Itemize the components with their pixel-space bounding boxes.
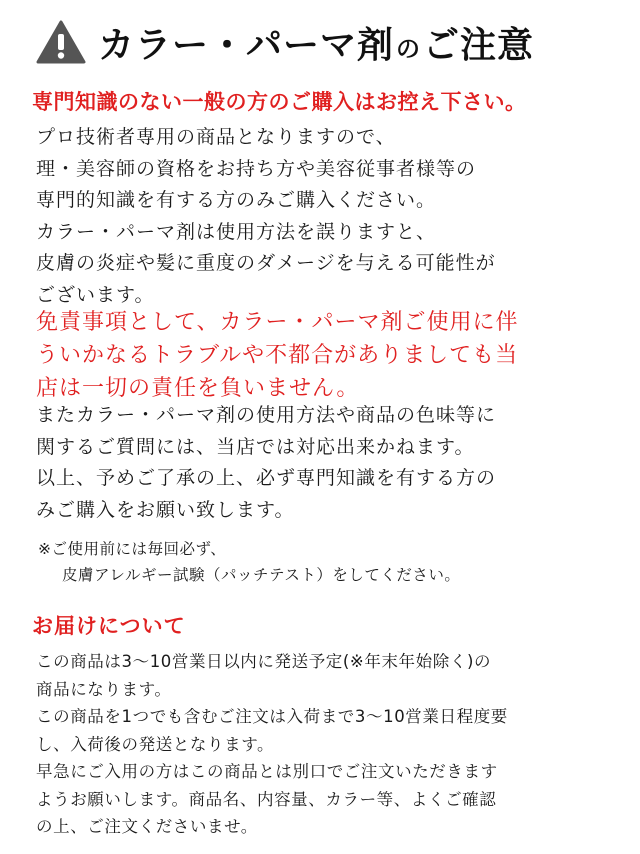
text-line: プロ技術者専用の商品となりますので、 [36, 126, 396, 148]
disclaimer-line: 店は一切の責任を負いません。 [36, 376, 360, 401]
text-line: 関するご質問には、当店では対応出来かねます。 [36, 435, 475, 458]
text-line: 皮膚の炎症や髪に重度のダメージを与える可能性が [36, 252, 496, 274]
delivery-line: この商品を1つでも含むご注文は入荷まで3～10営業日程度要 [36, 707, 508, 726]
warning-icon [36, 20, 86, 64]
disclaimer-line: 免責事項として、カラー・パーマ剤ご使用に伴 [36, 310, 519, 335]
delivery-line: 商品になります。 [36, 679, 172, 699]
delivery-info [36, 648, 626, 841]
note-line: ※ご使用前には毎回必ず、 [38, 540, 227, 558]
disclaimer-line: ういかなるトラブルや不都合がありましても当 [36, 343, 519, 368]
delivery-line: ようお願いします。商品名、内容量、カラー等、よくご確認 [36, 789, 497, 809]
note-line: 皮膚アレルギー試験（パッチテスト）をしてください。 [62, 566, 461, 584]
lead-warning: 専門知識のない一般の方のご購入はお控え下さい。 [32, 90, 527, 114]
delivery-line: し、入荷後の発送となります。 [36, 734, 275, 754]
usage-notice [36, 122, 616, 311]
title-main: カラー・パーマ剤 [98, 24, 395, 66]
text-line: またカラー・パーマ剤の使用方法や商品の色味等に [36, 404, 497, 426]
text-line: 専門的知識を有する方のみご購入ください。 [36, 189, 437, 211]
notice-header [36, 14, 606, 70]
page-title [98, 17, 534, 68]
delivery-line: 早急にご入用の方はこの商品とは別口でご注文いただきます [36, 762, 498, 781]
patch-test-note [38, 536, 460, 588]
text-line: ございます。 [36, 283, 155, 306]
text-line: みご購入をお願い致します。 [36, 498, 295, 521]
delivery-line: の上、ご注文くださいませ。 [36, 817, 258, 836]
disclaimer [36, 306, 616, 405]
text-line: 理・美容師の資格をお持ち方や美容従事者様等の [36, 157, 477, 180]
text-line: カラー・パーマ剤は使用方法を誤りますと、 [36, 220, 437, 243]
support-notice [36, 400, 616, 526]
title-end: ご注意 [423, 24, 535, 66]
delivery-heading: お届けについて [32, 614, 186, 638]
delivery-line: この商品は3～10営業日以内に発送予定(※年末年始除く)の [36, 652, 492, 671]
text-line: 以上、予めご了承の上、必ず専門知識を有する方の [36, 467, 497, 489]
title-no: の [396, 34, 422, 63]
